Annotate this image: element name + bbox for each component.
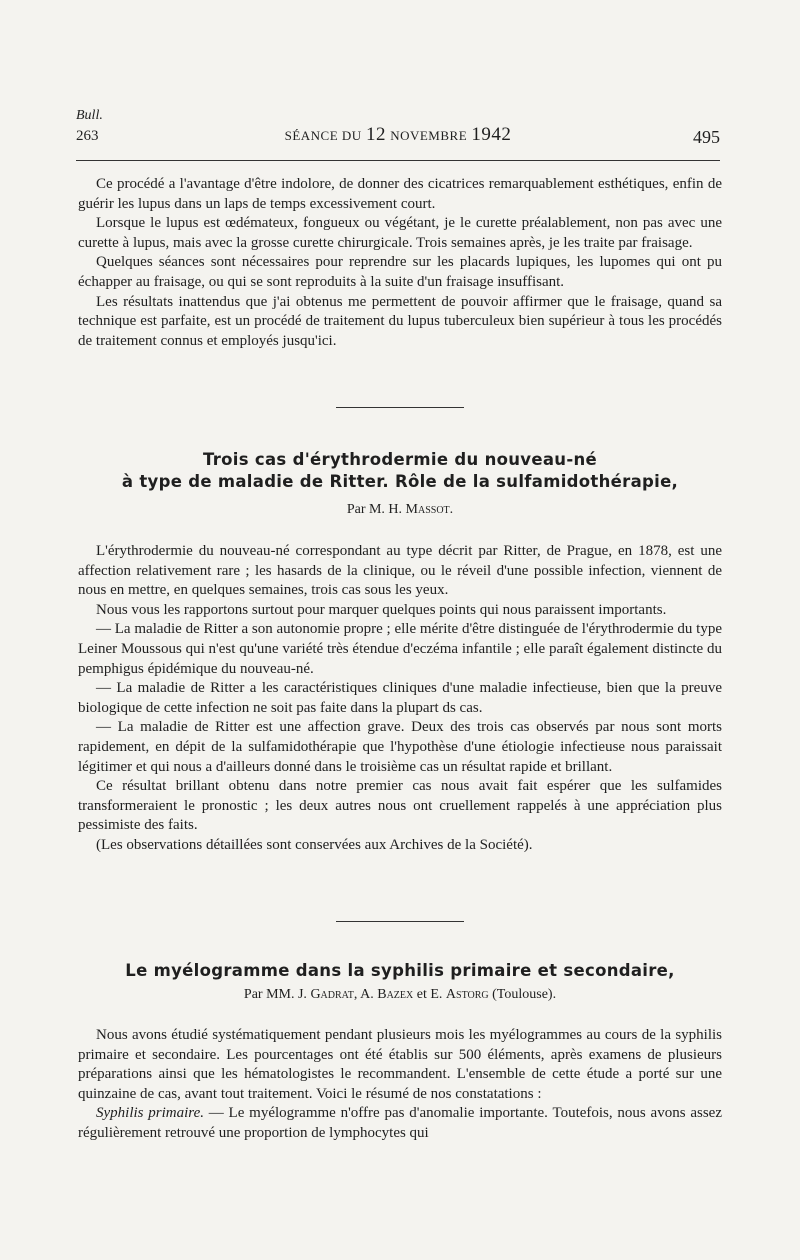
article3-title: Le myélogramme dans la syphilis primaire et secondaire, (125, 961, 675, 980)
page-number: 495 (693, 127, 720, 147)
paragraph: (Les observations détaillées sont conservées aux Archives de la Société). (96, 836, 533, 853)
paragraph: Lorsque le lupus est œdémateux, fongueux ou végétant, je le curette préalablement, non pas avec une curette à lupus, mais avec la grosse curette chirurgicale. Trois semaines après, je les traite par fraisage. (78, 215, 722, 251)
author-name: Massot. (405, 502, 454, 517)
author-initial: et E. (416, 987, 443, 1002)
header-month: NOVEMBRE (390, 128, 468, 143)
paragraph: Nous avons étudié systématiquement pendant plusieurs mois les myélogrammes au cours de la syphilis primaire et secondaire. Les pourcentages ont été établis sur 500 éléments, après examens de plusieurs préparations ainsi que les hématologistes le recommandent. L'ensemble de cette étude a porté sur une quinzaine de cas, avant tout traitement. Voici le résumé de nos constatations : (78, 1027, 722, 1102)
paragraph: Ce procédé a l'avantage d'être indolore, de donner des cicatrices remarquablement esthétiques, enfin de guérir les lupus dans un laps de temps excessivement court. (78, 176, 722, 212)
byline-prefix: Par M. H. (346, 502, 403, 517)
article2-byline (78, 502, 722, 518)
header-title (76, 124, 720, 146)
author-name: Gadrat, (310, 987, 358, 1002)
author-name: Bazex (377, 987, 414, 1002)
paragraph: — La maladie de Ritter a les caractéristiques cliniques d'une maladie infectieuse, bien que la preuve biologique de cette infection ne soit pas faite dans la plupart ds cas. (78, 680, 722, 716)
header-rule (76, 160, 720, 161)
author-name: Astorg (445, 987, 489, 1002)
article2-body (78, 542, 722, 856)
paragraph: — La maladie de Ritter est une affection grave. Deux des trois cas observés par nous sont morts rapidement, en dépit de la sulfamidothérapie que l'hypothèse d'une étiologie infectieuse nous paraissait légitimer et qui nous a d'ailleurs donné dans le troisième cas un résultat rapide et brillant. (78, 719, 722, 775)
article2-title-line2: à type de maladie de Ritter. Rôle de la sulfamidothérapie, (121, 472, 679, 491)
header-seance: SÉANCE DU (284, 128, 362, 143)
article3-byline (78, 987, 722, 1003)
paragraph-lead: Syphilis primaire. (96, 1105, 204, 1122)
byline-prefix: Par MM. J. (243, 987, 307, 1002)
article3-body (78, 1026, 722, 1144)
paragraph (78, 1104, 722, 1143)
paragraph: — La maladie de Ritter a son autonomie propre ; elle mérite d'être distinguée de l'érythrodermie du type Leiner Moussous qui n'est qu'une variété très étendue d'eczéma infantile ; elle paraît également distincte du pemphigus épidémique du nouveau-né. (78, 621, 722, 677)
paragraph-text: — Le myélogramme n'offre pas d'anomalie importante. Toutefois, nous avons assez régulièrement retrouvé une proportion de lymphocytes qui (78, 1105, 722, 1141)
paragraph: Nous vous les rapportons surtout pour marquer quelques points qui nous paraissent importants. (96, 601, 667, 618)
paragraph: Quelques séances sont nécessaires pour reprendre sur les placards lupiques, les lupomes qui ont pu échapper au fraisage, ou qui se sont reproduits à la suite d'un fraisage insuffisant. (78, 254, 722, 290)
author-initial: A. (360, 987, 374, 1002)
paragraph: L'érythrodermie du nouveau-né correspondant au type décrit par Ritter, de Prague, en 1878, est une affection relativement rare ; les hasards de la clinique, ou le réveil d'une possible infection, viennent de nous en mettre, en quelques semaines, trois cas sous les yeux. (78, 543, 722, 599)
section1-body (78, 175, 722, 351)
paragraph: Ce résultat brillant obtenu dans notre premier cas nous avait fait espérer que les sulfamides transformeraient le pronostic ; les deux autres nous ont cruellement rappelés à une appréciation plus pessimiste des faits. (78, 778, 722, 834)
author-location: (Toulouse). (492, 987, 557, 1002)
header-day: 12 (365, 124, 386, 145)
running-header (76, 124, 720, 154)
section-divider (336, 921, 464, 922)
article2-title-line1: Trois cas d'érythrodermie du nouveau-né (202, 450, 598, 469)
section-divider (336, 407, 464, 408)
header-year: 1942 (471, 124, 512, 145)
journal-abbrev: Bull. (76, 108, 103, 123)
header-left-number: 263 (76, 128, 99, 144)
paragraph: Les résultats inattendus que j'ai obtenus me permettent de pouvoir affirmer que le fraisage, quand sa technique est parfaite, est un procédé de traitement du lupus tuberculeux bien supérieur à tous les procédés de traitement connus et employés jusqu'ici. (78, 293, 722, 349)
article2-title (78, 449, 722, 493)
